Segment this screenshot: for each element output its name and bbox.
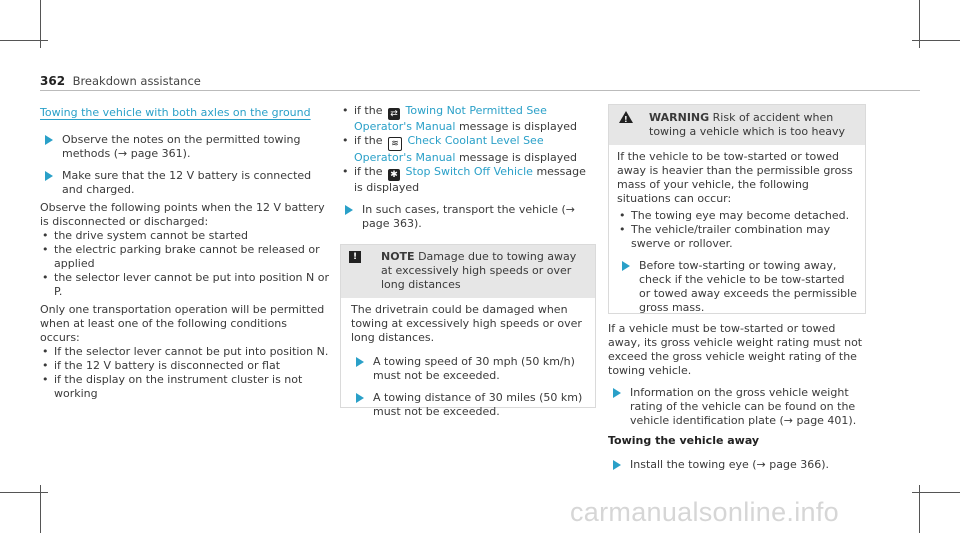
list-item: • If the selector lever cannot be put into position N. <box>42 345 329 358</box>
list-item-text: the electric parking brake cannot be released or applied <box>54 243 320 270</box>
list-item-text: the drive system cannot be started <box>54 229 249 242</box>
list-item-text: if the 12 V battery is disconnected or flat <box>54 359 281 372</box>
list-item-text: if the <box>354 165 383 178</box>
step-text: Observe the notes on the permitted towing methods (→ page 361). <box>62 133 301 160</box>
crop-mark <box>0 40 48 41</box>
paragraph: If a vehicle must be tow-started or towed away, its gross vehicle weight rating must not exceed the gross vehicle weight rating of the towing vehicle. <box>608 322 863 377</box>
right-column <box>608 322 866 472</box>
warning-icon: ! <box>619 111 633 123</box>
arrow-icon <box>356 393 364 403</box>
warning-heading: Risk of accident when towing a vehicle which is too heavy <box>649 111 846 138</box>
list-item: • the electric parking brake cannot be released or applied <box>40 243 330 271</box>
note-icon: ! <box>349 251 361 263</box>
arrow-icon <box>345 205 353 215</box>
step-text: A towing speed of 30 mph (50 km/h) must not be exceeded. <box>373 355 575 382</box>
left-column <box>40 106 330 401</box>
step-text: Before tow-starting or towing away, check if the vehicle to be tow-started or towed away exceeds the permissible gross mass. <box>639 259 857 314</box>
paragraph: Only one transportation operation will be permitted when at least one of the following conditions occurs: <box>40 303 325 344</box>
list-item-text: The vehicle/trailer combination may swerve or rollover. <box>631 223 831 250</box>
display-message-link: Towing Not Permitted See Operator's Manual <box>354 104 547 133</box>
list-item-text: if the <box>354 104 383 117</box>
list-item: • if the display on the instrument cluster is not working <box>40 373 330 401</box>
instruction-step <box>40 169 330 197</box>
warning-body: If the vehicle to be tow-started or towed away is heavier than the permissible gross mass of your vehicle, the following situations can occur: <box>617 150 853 205</box>
crop-mark <box>0 492 48 493</box>
middle-column <box>340 104 595 231</box>
list-item-text: The towing eye may become detached. <box>631 209 850 222</box>
step-text: In such cases, transport the vehicle (→ page 363). <box>362 203 575 230</box>
list-item-text: message is displayed <box>458 120 577 133</box>
display-message-link: Stop Switch Off Vehicle <box>405 165 533 178</box>
list-item: • if the ≋ Check Coolant Level See Operator's Manual message is displayed <box>342 134 577 164</box>
list-item: • if the 12 V battery is disconnected or flat <box>40 359 330 373</box>
header-divider <box>40 90 920 91</box>
arrow-icon <box>622 261 630 271</box>
note-header <box>341 245 595 298</box>
towing-warning-icon: ⇄ <box>388 108 400 120</box>
section-title: Breakdown assistance <box>72 74 201 88</box>
instruction-step <box>608 458 866 472</box>
instruction-step <box>351 391 585 419</box>
warning-box <box>608 104 866 314</box>
list-item: • the selector lever cannot be put into position N or P. <box>42 271 329 298</box>
note-box <box>340 244 596 418</box>
section-heading: Towing the vehicle with both axles on the ground <box>40 106 311 119</box>
arrow-icon <box>356 357 364 367</box>
step-text: Make sure that the 12 V battery is connected and charged. <box>62 169 312 196</box>
instruction-step <box>40 133 330 161</box>
crop-mark <box>912 492 960 493</box>
list-item-text: the selector lever cannot be put into position N or P. <box>54 271 329 298</box>
list-item: • if the ⇄ Towing Not Permitted See Operator's Manual message is displayed <box>342 104 577 133</box>
page-number: 362 <box>40 74 66 88</box>
step-text: Install the towing eye (→ page 366). <box>630 458 830 471</box>
instruction-step <box>340 203 595 231</box>
list-item: • The towing eye may become detached. <box>617 209 857 223</box>
warning-header <box>609 105 865 145</box>
list-item: • the drive system cannot be started <box>40 229 330 243</box>
list-item-text: if the display on the instrument cluster is not working <box>54 373 303 400</box>
display-message-link: Check Coolant Level See Operator's Manual <box>354 134 544 164</box>
watermark: carmanualsonline.info <box>570 497 839 527</box>
note-body: The drivetrain could be damaged when towing at excessively high speeds or over long distances. <box>351 303 582 344</box>
instruction-step <box>617 259 857 315</box>
coolant-icon: ≋ <box>388 137 402 151</box>
arrow-icon <box>613 388 621 398</box>
list-item: • The vehicle/trailer combination may swerve or rollover. <box>617 223 857 251</box>
arrow-icon <box>45 135 53 145</box>
list-item-text: If the selector lever cannot be put into position N. <box>54 345 329 358</box>
step-text: Information on the gross vehicle weight rating of the vehicle can be found on the vehicle identification plate (→ page 401). <box>630 386 857 427</box>
page-header <box>40 74 201 89</box>
note-heading: Damage due to towing away at excessively high speeds or over long distances <box>381 250 577 291</box>
instruction-step <box>608 386 866 428</box>
stop-switch-icon: ✱ <box>388 169 400 181</box>
note-label: NOTE <box>381 250 415 263</box>
arrow-icon <box>613 460 621 470</box>
arrow-icon <box>45 171 53 181</box>
list-item-text: if the <box>354 134 383 147</box>
warning-label: WARNING <box>649 111 710 124</box>
step-text: A towing distance of 30 miles (50 km) must not be exceeded. <box>373 391 583 418</box>
list-item-text: message is displayed <box>354 165 586 194</box>
crop-mark <box>912 40 960 41</box>
subsection-heading: Towing the vehicle away <box>608 434 760 447</box>
instruction-step <box>351 355 585 383</box>
paragraph: Observe the following points when the 12 V battery is disconnected or discharged: <box>40 201 325 228</box>
list-item: • if the ✱ Stop Switch Off Vehicle message is displayed <box>342 165 586 194</box>
list-item-text: message is displayed <box>458 151 577 164</box>
